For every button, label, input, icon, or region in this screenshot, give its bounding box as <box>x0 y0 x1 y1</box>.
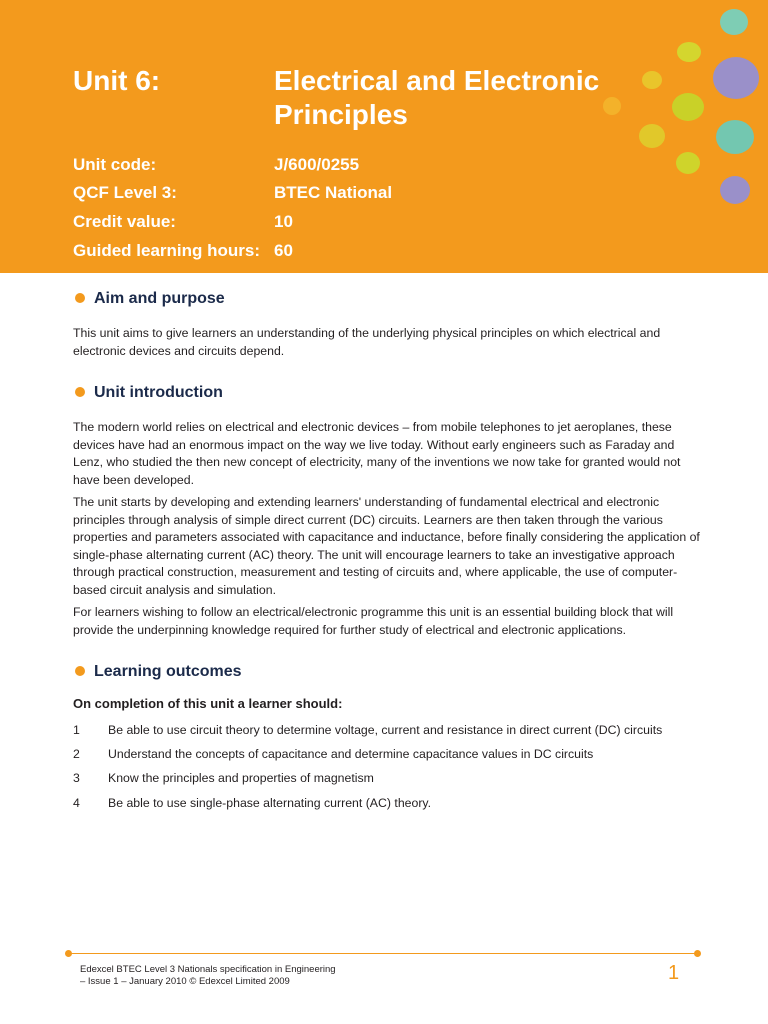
aim-paragraph: This unit aims to give learners an understanding of the underlying physical principles on which electrical and electronic devices and circuits depend. <box>73 326 661 358</box>
outcome-text: Understand the concepts of capacitance and determine capacitance values in DC circuits <box>108 747 594 761</box>
unit-number: Unit 6: <box>73 65 161 96</box>
meta-value: BTEC National <box>274 183 393 202</box>
page-number: 1 <box>668 962 680 984</box>
outcome-number: 3 <box>73 771 80 785</box>
meta-label: Unit code: <box>73 155 157 174</box>
bullet-icon <box>75 666 85 676</box>
footer-text <box>80 964 336 988</box>
section-heading-aim <box>75 289 225 309</box>
footer-line-2: – Issue 1 – January 2010 © Edexcel Limited 2009 <box>80 976 290 987</box>
section-heading-introduction <box>75 383 223 403</box>
outcome-number: 4 <box>73 796 80 810</box>
list-item <box>73 721 713 739</box>
outcome-text: Know the principles and properties of magnetism <box>108 771 374 785</box>
decorative-dot <box>677 42 701 62</box>
intro-paragraph: For learners wishing to follow an electrical/electronic programme this unit is an essential building block that will provide the underpinning knowledge required for further study of electrical and electronic applications. <box>73 605 674 637</box>
unit-title: Electrical and Electronic Principles <box>274 65 600 130</box>
list-item <box>73 794 713 812</box>
section-heading-text: Learning outcomes <box>94 663 242 680</box>
decorative-dot <box>639 124 665 148</box>
outcome-number: 1 <box>73 723 80 737</box>
list-item <box>73 745 713 763</box>
decorative-dot <box>713 57 759 99</box>
intro-paragraph: The modern world relies on electrical and electronic devices – from mobile telephones to jet aeroplanes, these devices have had an enormous impact on the way we live today. Without early engineers such as Faraday and Lenz, who studied the then new concept of electricity, many of the inventions we now take for granted would not have been developed. <box>73 420 681 487</box>
outcome-text: Be able to use single-phase alternating current (AC) theory. <box>108 796 432 810</box>
list-item <box>73 769 713 787</box>
unit-header-band <box>0 0 768 273</box>
outcomes-intro: On completion of this unit a learner should: <box>73 696 343 711</box>
section-heading-text: Unit introduction <box>94 384 223 401</box>
decorative-dot <box>716 120 754 154</box>
meta-label: QCF Level 3: <box>73 183 177 202</box>
decorative-dot <box>720 9 748 35</box>
intro-paragraph: The unit starts by developing and extending learners' understanding of fundamental electrical and electronic principles through analysis of simple direct current (DC) circuits. Learners are then taken through the various properties and parameters associated with capacitance and inductance, before finally considering the application of single-phase alternating current (AC) theory. The unit will encourage learners to take an investigative approach through practical construction, measurement and testing of circuits and, where applicable, the use of computer-based circuit analysis and simulation. <box>73 495 700 597</box>
meta-label: Guided learning hours: <box>73 241 261 260</box>
meta-value: 10 <box>274 212 293 231</box>
bullet-icon <box>75 293 85 303</box>
outcome-number: 2 <box>73 747 80 761</box>
bullet-icon <box>75 387 85 397</box>
meta-value: J/600/0255 <box>274 155 360 174</box>
meta-row-credit-value <box>0 211 768 235</box>
section-heading-outcomes <box>75 662 242 682</box>
decorative-dot <box>642 71 662 89</box>
meta-row-qcf-level <box>0 182 768 206</box>
meta-label: Credit value: <box>73 212 176 231</box>
meta-row-unit-code <box>0 154 768 178</box>
footer-divider <box>68 953 698 954</box>
section-heading-text: Aim and purpose <box>94 290 225 307</box>
meta-row-guided-hours <box>0 240 768 264</box>
footer-line-1: Edexcel BTEC Level 3 Nationals specification in Engineering <box>80 964 336 975</box>
meta-value: 60 <box>274 241 293 260</box>
decorative-dot <box>672 93 704 121</box>
footer-dot-right <box>694 950 701 957</box>
outcome-text: Be able to use circuit theory to determine voltage, current and resistance in direct current (DC) circuits <box>108 723 663 737</box>
